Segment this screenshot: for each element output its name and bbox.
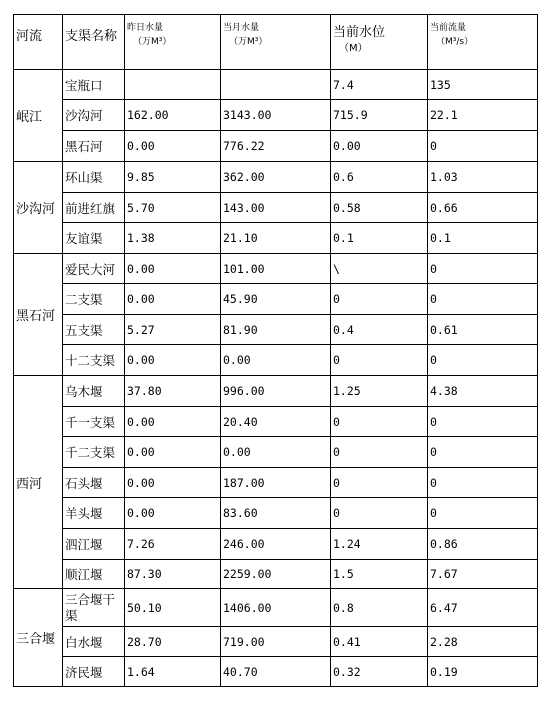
flow-rate-cell: 2.28: [428, 627, 538, 657]
water-level-cell: 1.24: [331, 529, 428, 560]
month-volume-cell: 776.22: [221, 131, 331, 162]
table-row: [14, 193, 538, 223]
branch-name-cell: 白水堰: [63, 627, 125, 657]
water-level-cell: 0: [331, 468, 428, 498]
branch-name-cell: 济民堰: [63, 657, 125, 687]
header-level-label: 当前水位: [333, 25, 386, 40]
table-row: [14, 345, 538, 376]
month-volume-cell: 362.00: [221, 162, 331, 193]
header-month-volume: [221, 15, 331, 70]
branch-name-cell: 三合堰干渠: [63, 589, 125, 627]
yesterday-volume-cell: 9.85: [125, 162, 221, 193]
water-level-cell: 0.41: [331, 627, 428, 657]
table-row: [14, 162, 538, 193]
table-body: [14, 70, 538, 687]
flow-rate-cell: 0: [428, 254, 538, 284]
flow-rate-cell: 0.1: [428, 223, 538, 254]
water-level-cell: 0: [331, 498, 428, 529]
month-volume-cell: 20.40: [221, 407, 331, 437]
month-volume-cell: 719.00: [221, 627, 331, 657]
water-level-cell: 7.4: [331, 70, 428, 100]
header-river: 河流: [14, 15, 63, 70]
header-flow-label: 当前流量: [430, 23, 467, 33]
river-cell: 黑石河: [14, 254, 63, 376]
table-row: [14, 100, 538, 131]
header-month-label: 当月水量: [223, 23, 260, 33]
table-row: [14, 437, 538, 468]
branch-name-cell: 二支渠: [63, 284, 125, 315]
yesterday-volume-cell: 0.00: [125, 131, 221, 162]
table-row: [14, 468, 538, 498]
branch-name-cell: 环山渠: [63, 162, 125, 193]
water-level-cell: 0.6: [331, 162, 428, 193]
water-level-cell: 0.00: [331, 131, 428, 162]
month-volume-cell: 187.00: [221, 468, 331, 498]
flow-rate-cell: 0.61: [428, 315, 538, 345]
yesterday-volume-cell: 37.80: [125, 376, 221, 407]
yesterday-volume-cell: 5.27: [125, 315, 221, 345]
yesterday-volume-cell: 0.00: [125, 284, 221, 315]
water-level-cell: 0: [331, 437, 428, 468]
month-volume-cell: 3143.00: [221, 100, 331, 131]
branch-name-cell: 顺江堰: [63, 560, 125, 589]
water-level-cell: 0.32: [331, 657, 428, 687]
river-cell: 西河: [14, 376, 63, 589]
water-level-cell: 0.58: [331, 193, 428, 223]
month-volume-cell: 2259.00: [221, 560, 331, 589]
water-level-cell: 0: [331, 284, 428, 315]
yesterday-volume-cell: 162.00: [125, 100, 221, 131]
table-row: [14, 657, 538, 687]
table-row: [14, 560, 538, 589]
flow-rate-cell: 0: [428, 437, 538, 468]
yesterday-volume-cell: 0.00: [125, 437, 221, 468]
flow-rate-cell: 0: [428, 407, 538, 437]
branch-name-cell: 黑石河: [63, 131, 125, 162]
water-level-cell: 715.9: [331, 100, 428, 131]
branch-name-cell: 乌木堰: [63, 376, 125, 407]
branch-name-cell: 爱民大河: [63, 254, 125, 284]
yesterday-volume-cell: 0.00: [125, 345, 221, 376]
water-data-table: [13, 14, 538, 687]
branch-name-cell: 五支渠: [63, 315, 125, 345]
yesterday-volume-cell: 28.70: [125, 627, 221, 657]
table-row: [14, 315, 538, 345]
water-level-cell: 0: [331, 345, 428, 376]
month-volume-cell: 0.00: [221, 437, 331, 468]
river-cell: 沙沟河: [14, 162, 63, 254]
branch-name-cell: 十二支渠: [63, 345, 125, 376]
yesterday-volume-cell: 5.70: [125, 193, 221, 223]
month-volume-cell: 40.70: [221, 657, 331, 687]
yesterday-volume-cell: 0.00: [125, 468, 221, 498]
header-month-unit: （万M³）: [229, 37, 268, 47]
header-branch-name: 支渠名称: [63, 15, 125, 70]
flow-rate-cell: 0: [428, 468, 538, 498]
table-row: [14, 627, 538, 657]
yesterday-volume-cell: [125, 70, 221, 100]
flow-rate-cell: 0: [428, 345, 538, 376]
river-cell: 岷江: [14, 70, 63, 162]
header-flow-rate: [428, 15, 538, 70]
branch-name-cell: 石头堰: [63, 468, 125, 498]
month-volume-cell: 101.00: [221, 254, 331, 284]
table-row: [14, 589, 538, 627]
header-water-level: [331, 15, 428, 70]
yesterday-volume-cell: 1.64: [125, 657, 221, 687]
yesterday-volume-cell: 1.38: [125, 223, 221, 254]
water-level-cell: 0.4: [331, 315, 428, 345]
water-level-cell: 0: [331, 407, 428, 437]
month-volume-cell: 21.10: [221, 223, 331, 254]
yesterday-volume-cell: 87.30: [125, 560, 221, 589]
branch-name-cell: 千二支渠: [63, 437, 125, 468]
flow-rate-cell: 22.1: [428, 100, 538, 131]
yesterday-volume-cell: 0.00: [125, 407, 221, 437]
table-row: [14, 376, 538, 407]
table-row: [14, 254, 538, 284]
yesterday-volume-cell: 0.00: [125, 498, 221, 529]
yesterday-volume-cell: 7.26: [125, 529, 221, 560]
water-level-cell: 0.8: [331, 589, 428, 627]
month-volume-cell: 0.00: [221, 345, 331, 376]
month-volume-cell: 1406.00: [221, 589, 331, 627]
table-row: [14, 407, 538, 437]
flow-rate-cell: 0.66: [428, 193, 538, 223]
branch-name-cell: 友谊渠: [63, 223, 125, 254]
river-cell: 三合堰: [14, 589, 63, 687]
table-row: [14, 498, 538, 529]
header-level-unit: （M）: [339, 43, 368, 54]
month-volume-cell: [221, 70, 331, 100]
flow-rate-cell: 0.86: [428, 529, 538, 560]
table-header-row: [14, 15, 538, 70]
flow-rate-cell: 135: [428, 70, 538, 100]
table-row: [14, 131, 538, 162]
header-yesterday-volume: [125, 15, 221, 70]
flow-rate-cell: 4.38: [428, 376, 538, 407]
month-volume-cell: 996.00: [221, 376, 331, 407]
branch-name-cell: 泗江堰: [63, 529, 125, 560]
branch-name-cell: 千一支渠: [63, 407, 125, 437]
table-row: [14, 529, 538, 560]
table-row: [14, 223, 538, 254]
flow-rate-cell: 7.67: [428, 560, 538, 589]
branch-name-cell: 沙沟河: [63, 100, 125, 131]
water-level-cell: 0.1: [331, 223, 428, 254]
table-row: [14, 284, 538, 315]
table-row: [14, 70, 538, 100]
month-volume-cell: 81.90: [221, 315, 331, 345]
header-flow-unit: （M³/s）: [436, 37, 474, 47]
yesterday-volume-cell: 0.00: [125, 254, 221, 284]
month-volume-cell: 45.90: [221, 284, 331, 315]
water-level-cell: \: [331, 254, 428, 284]
month-volume-cell: 246.00: [221, 529, 331, 560]
branch-name-cell: 前进红旗: [63, 193, 125, 223]
flow-rate-cell: 0: [428, 131, 538, 162]
water-level-cell: 1.25: [331, 376, 428, 407]
yesterday-volume-cell: 50.10: [125, 589, 221, 627]
flow-rate-cell: 6.47: [428, 589, 538, 627]
header-yesterday-label: 昨日水量: [127, 23, 164, 33]
branch-name-cell: 宝瓶口: [63, 70, 125, 100]
flow-rate-cell: 1.03: [428, 162, 538, 193]
water-level-cell: 1.5: [331, 560, 428, 589]
month-volume-cell: 83.60: [221, 498, 331, 529]
month-volume-cell: 143.00: [221, 193, 331, 223]
header-yesterday-unit: （万M³）: [133, 37, 172, 47]
flow-rate-cell: 0: [428, 284, 538, 315]
branch-name-cell: 羊头堰: [63, 498, 125, 529]
flow-rate-cell: 0.19: [428, 657, 538, 687]
flow-rate-cell: 0: [428, 498, 538, 529]
